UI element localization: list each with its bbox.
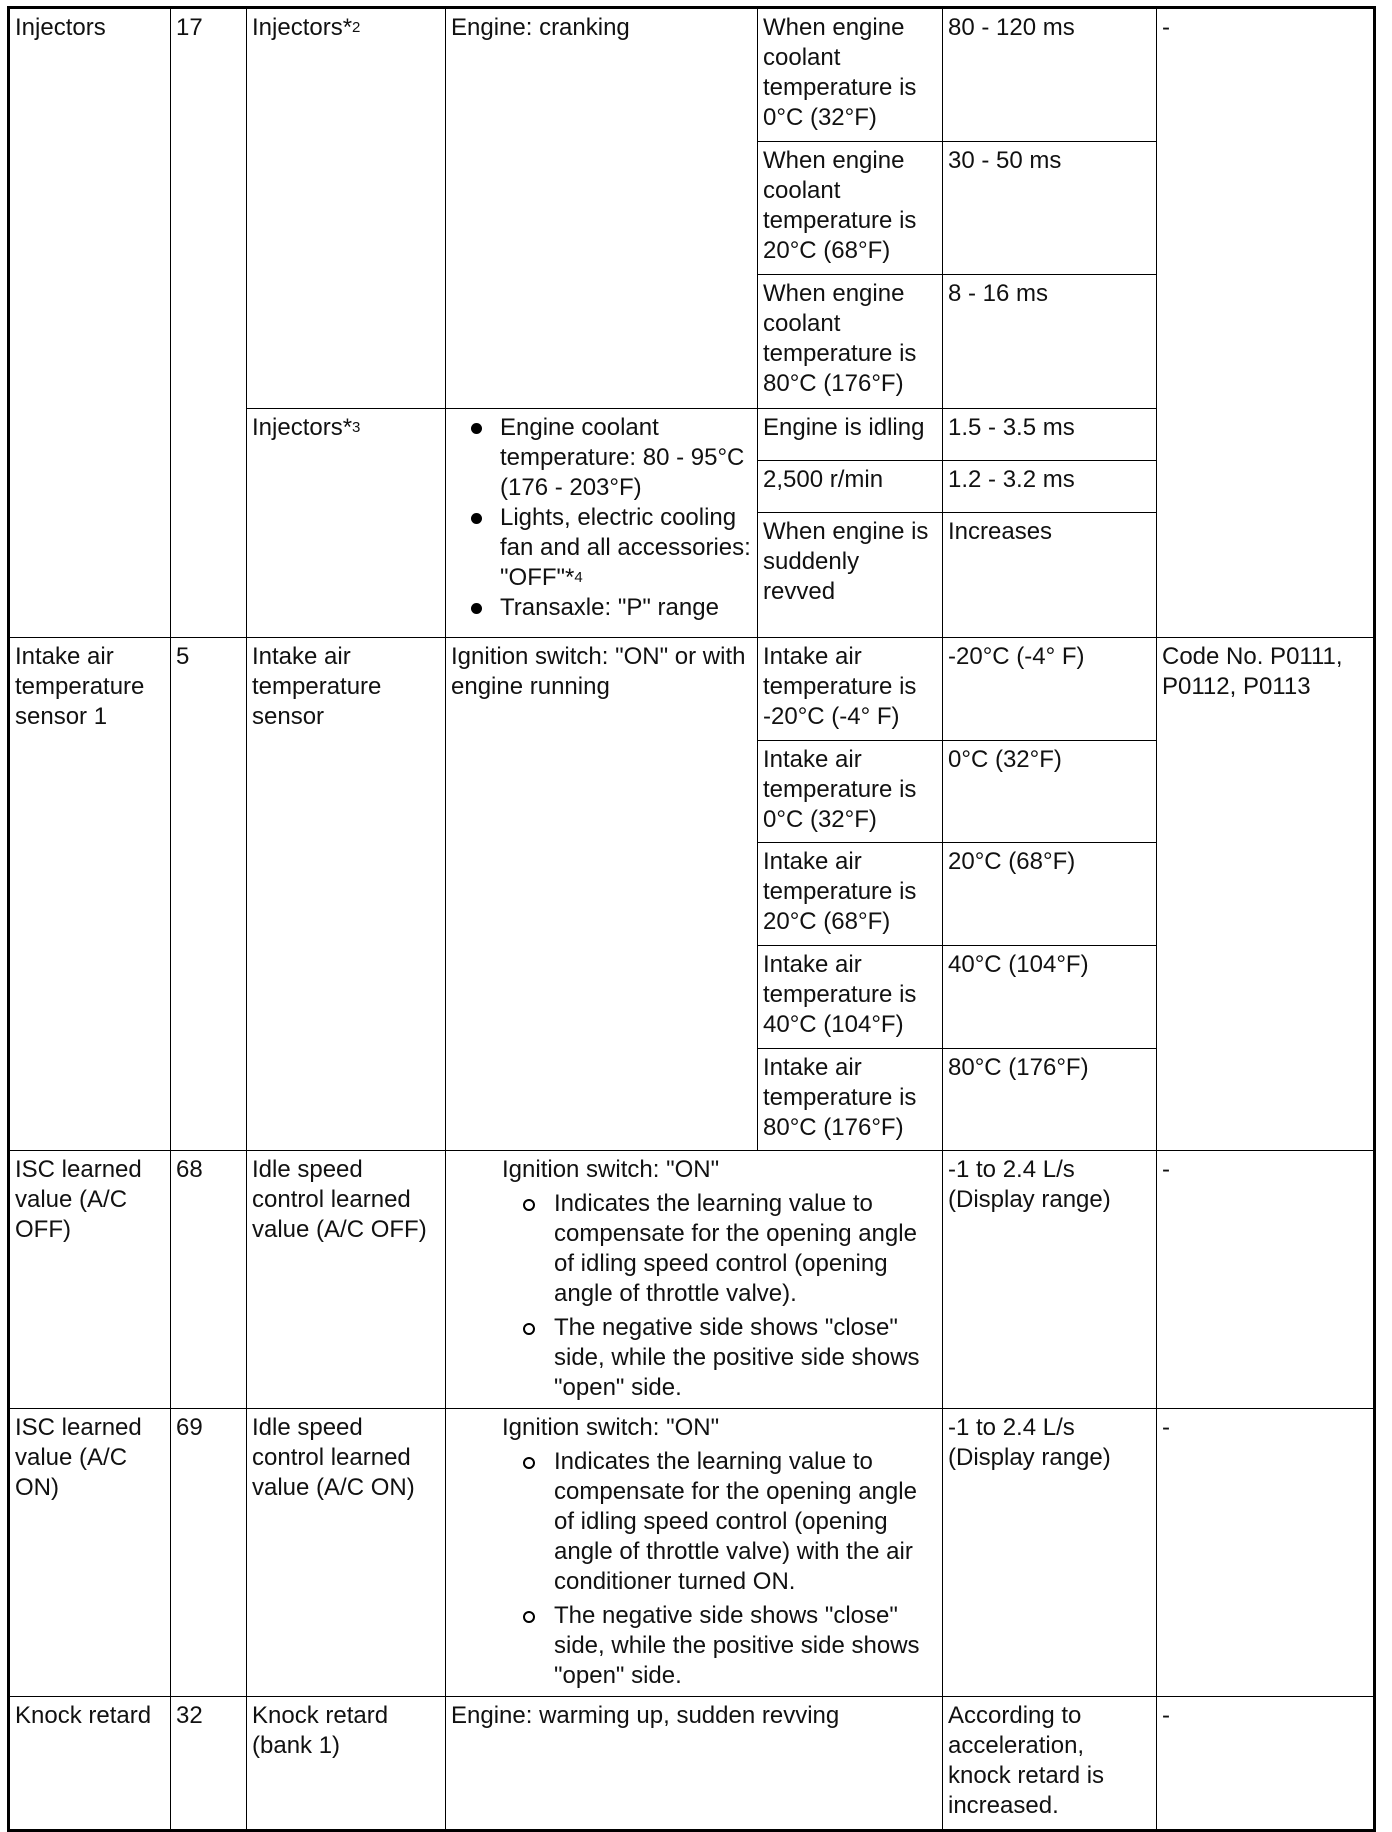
state-cell: When engine is suddenly revved xyxy=(758,513,943,638)
list-item: Indicates the learning value to compensate for the opening angle of idling speed control (opening angle of throttle valve) with the air conditioner turned ON. xyxy=(554,1447,937,1597)
value-cell: 1.2 - 3.2 ms xyxy=(943,461,1157,513)
no-cell: 68 xyxy=(171,1151,247,1409)
no-cell: 69 xyxy=(171,1409,247,1697)
check-condition-cell: Engine: cranking xyxy=(446,8,758,409)
check-condition-cell xyxy=(446,1409,943,1697)
item-cell: Knock retard xyxy=(9,1697,171,1831)
data-name-cell: Injectors*$^3$ xyxy=(247,409,446,638)
value-cell: 40°C (104°F) xyxy=(943,946,1157,1049)
value-cell: -1 to 2.4 L/s (Display range) xyxy=(943,1409,1157,1697)
state-cell: 2,500 r/min xyxy=(758,461,943,513)
remarks-cell: Code No. P0111, P0112, P0113 xyxy=(1157,638,1375,1151)
list-item: The negative side shows "close" side, while the positive side shows "open" side. xyxy=(554,1601,937,1691)
data-name-cell: Injectors*$^2$ xyxy=(247,8,446,409)
list-item: Engine coolant temperature: 80 - 95°C (176 - 203°F) xyxy=(500,413,752,503)
value-cell: 80°C (176°F) xyxy=(943,1049,1157,1151)
state-cell: When engine coolant temperature is 20°C (68°F) xyxy=(758,142,943,275)
value-cell: -1 to 2.4 L/s (Display range) xyxy=(943,1151,1157,1409)
list-item: Lights, electric cooling fan and all accessories: "OFF"*$^4$ xyxy=(500,504,751,591)
state-cell: Intake air temperature is 80°C (176°F) xyxy=(758,1049,943,1151)
value-cell: 8 - 16 ms xyxy=(943,275,1157,409)
condition-heading: Ignition switch: "ON" xyxy=(502,1414,720,1441)
remarks-cell: - xyxy=(1157,1697,1375,1831)
value-cell: 30 - 50 ms xyxy=(943,142,1157,275)
item-cell: Intake air temperature sensor 1 xyxy=(9,638,171,1151)
value-cell: -20°C (-4° F) xyxy=(943,638,1157,741)
footnote-ref: 3 xyxy=(352,419,361,436)
state-cell: When engine coolant temperature is 80°C (176°F) xyxy=(758,275,943,409)
data-name-cell: Idle speed control learned value (A/C ON) xyxy=(247,1409,446,1697)
item-cell: Injectors xyxy=(9,8,171,638)
check-condition-cell: Engine: warming up, sudden revving xyxy=(446,1697,943,1831)
state-cell: When engine coolant temperature is 0°C (32°F) xyxy=(758,8,943,142)
value-cell: 0°C (32°F) xyxy=(943,741,1157,843)
item-cell: ISC learned value (A/C OFF) xyxy=(9,1151,171,1409)
state-cell: Engine is idling xyxy=(758,409,943,461)
check-condition-cell xyxy=(446,409,758,638)
table-row xyxy=(9,1697,1375,1831)
list-item: Transaxle: "P" range xyxy=(500,593,752,623)
footnote-ref: 4 xyxy=(574,569,583,586)
list-item: The negative side shows "close" side, while the positive side shows "open" side. xyxy=(554,1313,937,1403)
state-cell: Intake air temperature is 0°C (32°F) xyxy=(758,741,943,843)
service-data-table xyxy=(7,6,1376,1832)
value-cell: 80 - 120 ms xyxy=(943,8,1157,142)
state-cell: Intake air temperature is 20°C (68°F) xyxy=(758,843,943,946)
data-name-cell: Knock retard (bank 1) xyxy=(247,1697,446,1831)
footnote-ref: 2 xyxy=(352,19,361,36)
remarks-cell: - xyxy=(1157,8,1375,638)
table-row xyxy=(9,1409,1375,1697)
table-row xyxy=(9,1151,1375,1409)
value-cell: According to acceleration, knock retard is increased. xyxy=(943,1697,1157,1831)
data-name-cell: Intake air temperature sensor xyxy=(247,638,446,1151)
no-cell: 32 xyxy=(171,1697,247,1831)
value-cell: Increases xyxy=(943,513,1157,638)
note-list xyxy=(451,1189,937,1403)
data-name-cell: Idle speed control learned value (A/C OFF) xyxy=(247,1151,446,1409)
no-cell: 5 xyxy=(171,638,247,1151)
table-row xyxy=(9,638,1375,741)
remarks-cell: - xyxy=(1157,1409,1375,1697)
item-cell: ISC learned value (A/C ON) xyxy=(9,1409,171,1697)
check-condition-cell xyxy=(446,1151,943,1409)
condition-heading: Ignition switch: "ON" xyxy=(502,1156,720,1183)
list-item: Indicates the learning value to compensate for the opening angle of idling speed control (opening angle of throttle valve). xyxy=(554,1189,937,1309)
check-condition-cell: Ignition switch: "ON" or with engine running xyxy=(446,638,758,1151)
value-cell: 20°C (68°F) xyxy=(943,843,1157,946)
state-cell: Intake air temperature is -20°C (-4° F) xyxy=(758,638,943,741)
state-cell: Intake air temperature is 40°C (104°F) xyxy=(758,946,943,1049)
no-cell: 17 xyxy=(171,8,247,638)
value-cell: 1.5 - 3.5 ms xyxy=(943,409,1157,461)
condition-list xyxy=(451,413,752,623)
note-list xyxy=(451,1447,937,1691)
remarks-cell: - xyxy=(1157,1151,1375,1409)
table-row xyxy=(9,8,1375,142)
